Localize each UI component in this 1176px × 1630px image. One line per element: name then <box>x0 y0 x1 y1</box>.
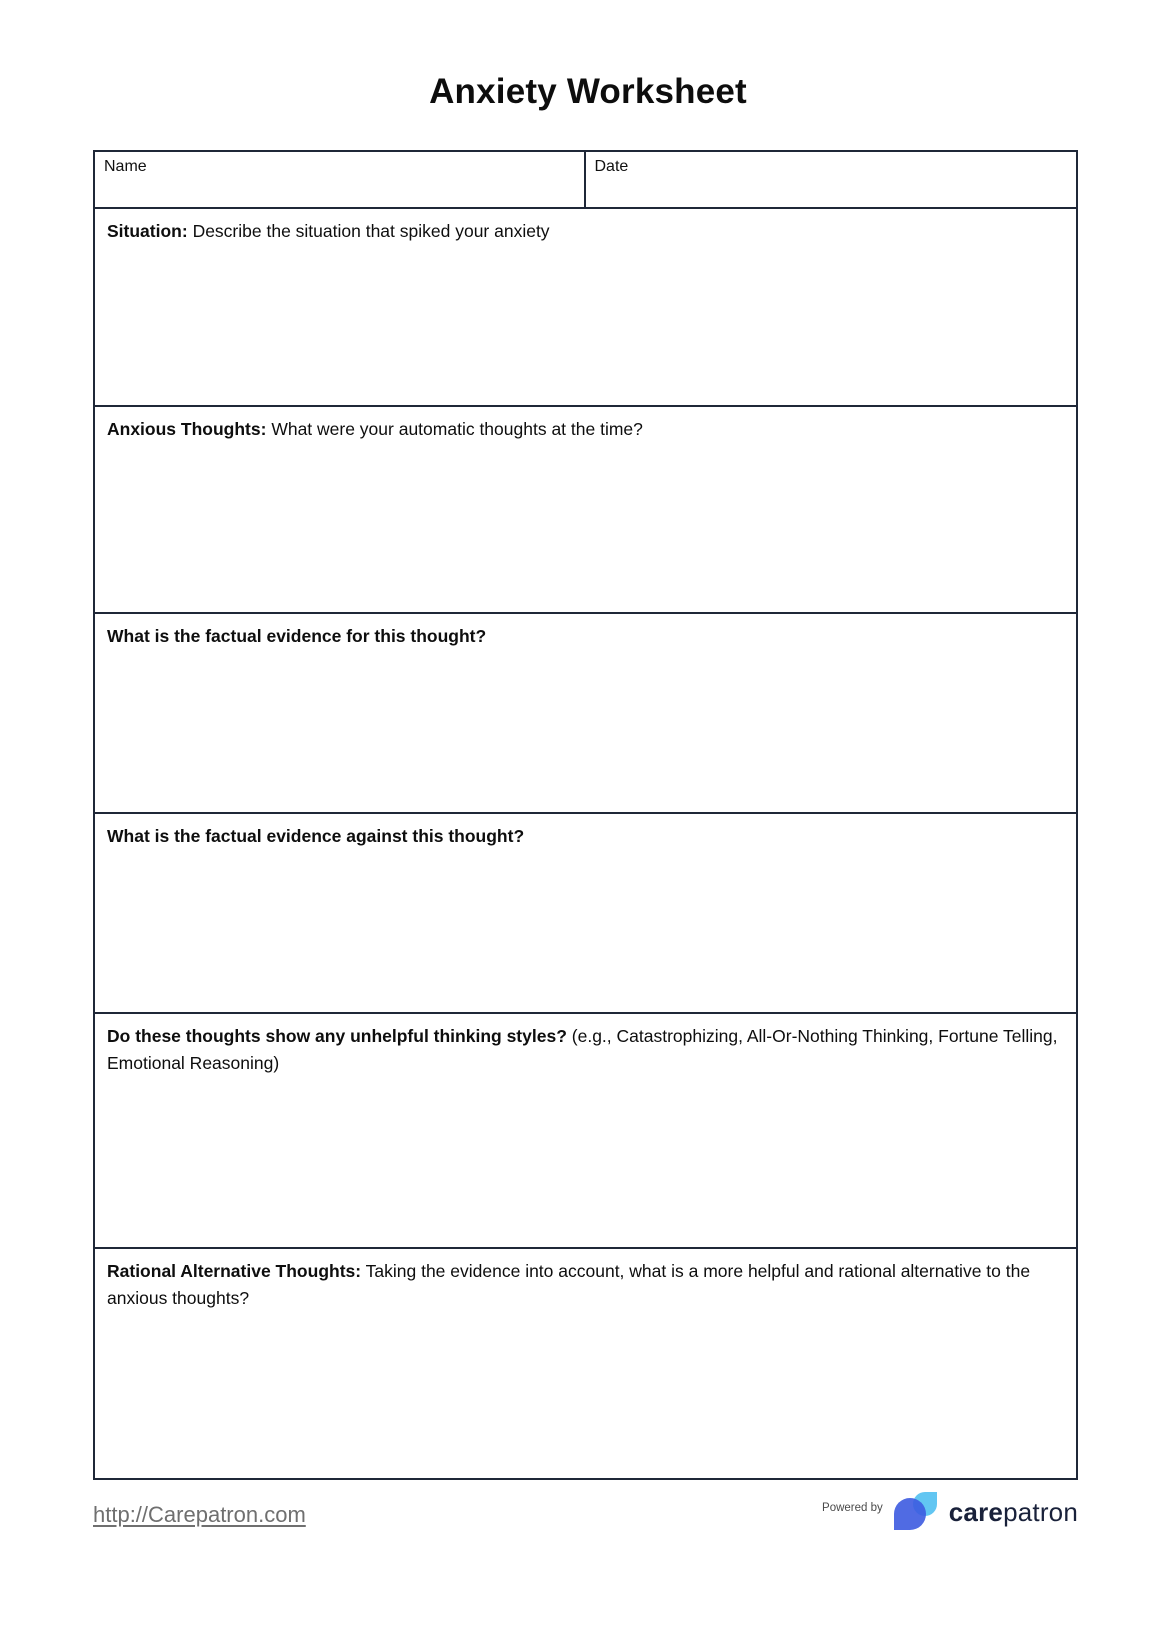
carepatron-link[interactable]: http://Carepatron.com <box>93 1502 306 1527</box>
brand-patron: patron <box>1003 1496 1078 1527</box>
date-field[interactable] <box>586 152 1077 207</box>
section-situation-heading <box>95 209 1076 245</box>
section-unhelpful-styles-label: Do these thoughts show any unhelpful thinking styles? <box>107 1026 567 1046</box>
section-rational-alternative[interactable] <box>95 1247 1076 1478</box>
section-evidence-against[interactable] <box>95 812 1076 1012</box>
section-anxious-thoughts[interactable] <box>95 405 1076 612</box>
date-label: Date <box>594 158 629 175</box>
name-field[interactable] <box>95 152 586 207</box>
carepatron-wordmark <box>949 1497 1078 1528</box>
section-rational-alternative-label: Rational Alternative Thoughts: <box>107 1261 362 1281</box>
section-evidence-for[interactable] <box>95 612 1076 812</box>
section-situation[interactable] <box>95 207 1076 405</box>
page-title: Anxiety Worksheet <box>429 72 747 111</box>
section-evidence-against-heading <box>95 814 1076 850</box>
section-rational-alternative-heading <box>95 1249 1076 1312</box>
section-unhelpful-styles-description: (e.g., Catastrophizing, All-Or-Nothing Thinking, Fortune Telling, Emotional Reasoning) <box>107 1026 1058 1073</box>
section-unhelpful-styles[interactable] <box>95 1012 1076 1247</box>
section-anxious-thoughts-heading <box>95 407 1076 443</box>
powered-by-label: Powered by <box>822 1502 883 1514</box>
brand-care: care <box>948 1496 1004 1527</box>
powered-by-brandbar <box>822 1490 1078 1534</box>
carepatron-logo-icon <box>892 1490 940 1534</box>
section-anxious-thoughts-description: What were your automatic thoughts at the time? <box>271 419 643 439</box>
section-situation-description: Describe the situation that spiked your anxiety <box>192 221 550 241</box>
section-evidence-against-label: What is the factual evidence against this thought? <box>107 826 525 846</box>
section-unhelpful-styles-heading <box>95 1014 1076 1077</box>
name-date-row <box>95 152 1076 207</box>
section-anxious-thoughts-label: Anxious Thoughts: <box>107 419 267 439</box>
section-rational-alternative-description: Taking the evidence into account, what is a more helpful and rational alternative to the anxious thoughts? <box>107 1261 1031 1308</box>
section-evidence-for-heading <box>95 614 1076 650</box>
section-situation-label: Situation: <box>107 221 188 241</box>
name-label: Name <box>104 158 147 175</box>
worksheet-table <box>93 150 1078 1480</box>
section-evidence-for-label: What is the factual evidence for this thought? <box>107 626 487 646</box>
